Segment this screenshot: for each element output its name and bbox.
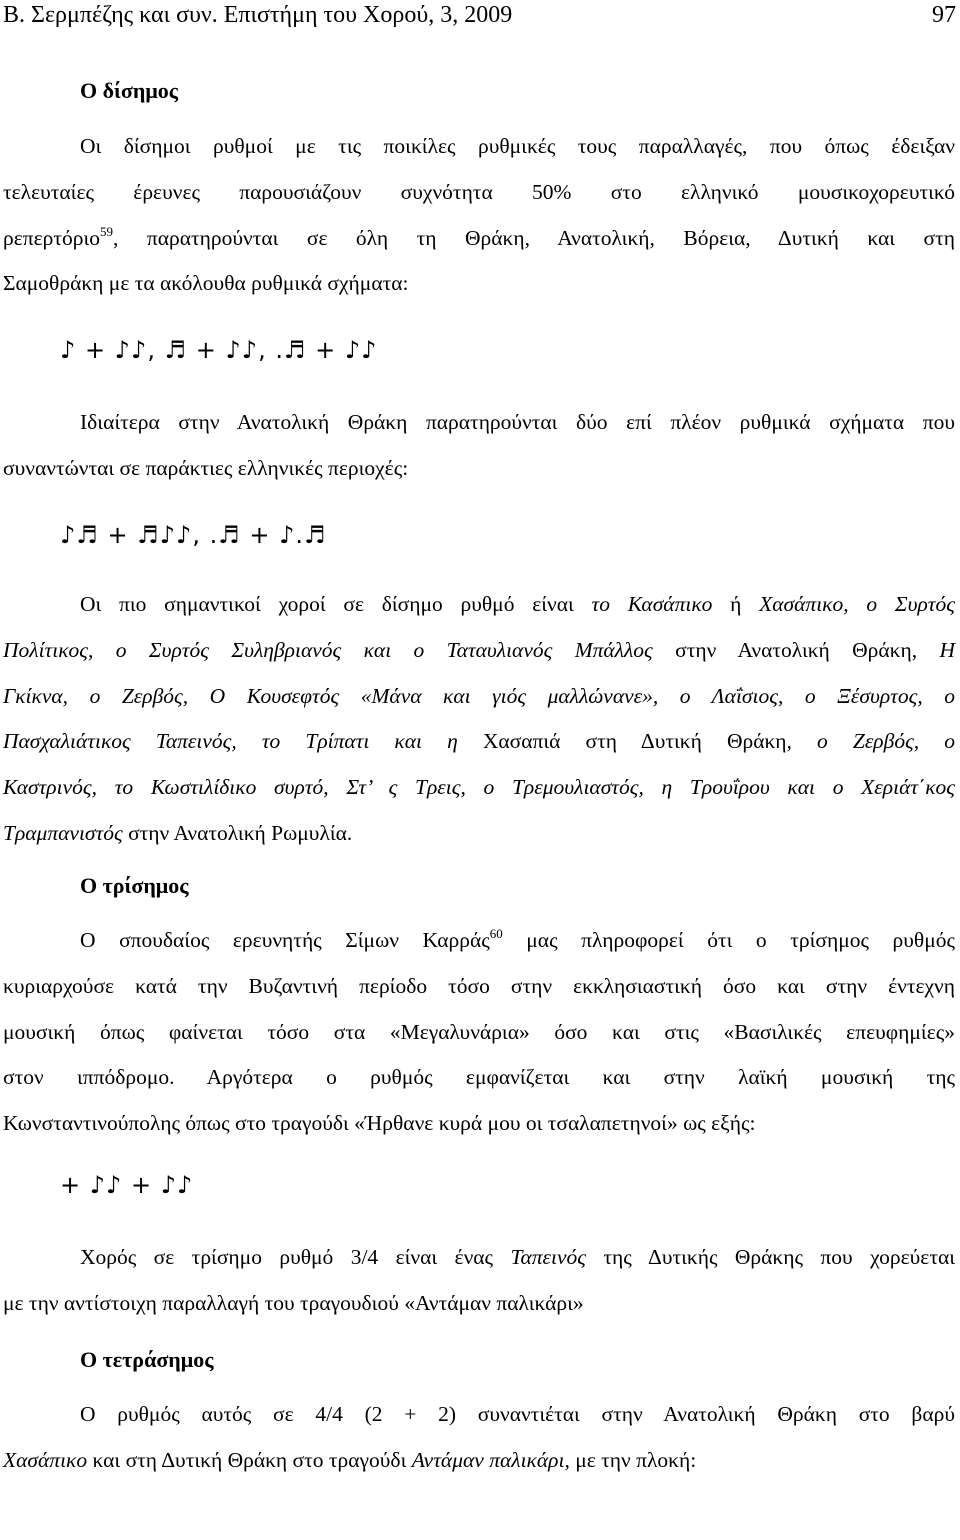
- music-note-icon: ♪ + ♪♪, ♬ + ♪♪, .♬ + ♪♪: [60, 336, 378, 364]
- music-note-icon: ♪♬ + ♬♪♪, .♬ + ♪.♬: [60, 521, 327, 549]
- dance-name: Η: [939, 637, 955, 662]
- dance-name: Καστρινός, το Κωστιλίδικο συρτό, Στ’ ς Τρεις, ο Τρεμουλιαστός, η Τρουΐρου και ο Χεριάτ΄κος: [3, 775, 955, 800]
- dance-name: Γκίκνα, ο Ζερβός, Ο Κουσεφτός «Μάνα και γιός μαλλώνανε», ο Λαΐσιος, ο Ξέσυρτος, ο: [3, 683, 955, 708]
- text-line: Κωνσταντινούπολης όπως στο τραγούδι «Ήρθανε κυρά μου οι τσαλαπετηνοί» ως εξής:: [3, 1111, 756, 1136]
- rhythm-pattern-1: [60, 330, 378, 380]
- text-line: [3, 765, 955, 811]
- paragraph-tetrasimos: [3, 1392, 955, 1484]
- text-line: [3, 1235, 955, 1281]
- text-run: της Δυτικής Θράκης που χορεύεται: [586, 1245, 956, 1269]
- text-line: [3, 811, 955, 857]
- dance-name: Τραμπανιστός: [3, 820, 123, 845]
- footnote-ref-59: 59: [100, 223, 114, 239]
- text-run: στην Ανατολική Θράκη,: [652, 637, 940, 662]
- dance-name: ο Ζερβός, ο: [817, 729, 956, 754]
- text-run: ρεπερτόριο: [3, 225, 101, 250]
- text-run: , παρατηρούνται σε όλη τη Θράκη, Ανατολική, Βόρεια, Δυτική και στη: [113, 225, 955, 250]
- header-citation: Β. Σερμπέζης και συν. Επιστήμη του Χορού, 3, 2009: [3, 2, 513, 28]
- text-line: Ιδιαίτερα στην Ανατολική Θράκη παρατηρούνται δύο επί πλέον ρυθμικά σχήματα που: [80, 410, 955, 434]
- rhythm-pattern-3: [60, 1165, 193, 1215]
- dance-name: Πασχαλιάτικος Ταπεινός, το Τρίπατι και η: [3, 729, 458, 754]
- paragraph-disimos-intro: [3, 124, 955, 307]
- text-run: Χασαπιά στη Δυτική Θράκη,: [457, 729, 818, 754]
- text-line: μουσική όπως φαίνεται τόσο στα «Μεγαλυνάρια» όσο και στις «Βασιλικές επευφημίες»: [3, 1019, 955, 1044]
- section-heading-tetrasimos: Ο τετράσημος: [80, 1347, 214, 1372]
- rhythm-pattern-2: [60, 515, 327, 565]
- dance-name: Χασάπικο: [3, 1447, 88, 1472]
- dance-name: Ταπεινός: [510, 1245, 587, 1269]
- text-line: τελευταίες έρευνες παρουσιάζουν συχνότητα 50% στο ελληνικό μουσικοχορευτικό: [3, 179, 955, 204]
- page-number: 97: [932, 2, 956, 28]
- text-line: με την αντίστοιχη παραλλαγή του τραγουδιού «Αντάμαν παλικάρι»: [3, 1290, 584, 1315]
- text-run: με την πλοκή:: [569, 1447, 697, 1472]
- text-run: Ο σπουδαίος ερευνητής Σίμων Καρράς: [80, 928, 490, 952]
- text-run: ή: [712, 592, 760, 616]
- dance-name: Χασάπικο, ο Συρτός: [759, 592, 955, 616]
- section-heading-disimos: Ο δίσημος: [80, 78, 179, 103]
- paragraph-trisimos-dance: [3, 1235, 955, 1327]
- text-run: στην Ανατολική Ρωμυλία.: [122, 820, 353, 845]
- music-note-icon: + ♪♪ + ♪♪: [60, 1171, 194, 1199]
- text-line: Ο ρυθμός αυτός σε 4/4 (2 + 2) συναντιέται στην Ανατολική Θράκη στο βαρύ: [80, 1402, 955, 1426]
- text-run: μας πληροφορεί ότι ο τρίσημος ρυθμός: [502, 928, 956, 952]
- text-line: συναντώνται σε παράκτιες ελληνικές περιοχές:: [3, 455, 409, 480]
- dance-name: το Κασάπικο: [591, 592, 713, 616]
- dance-name: Πολίτικος, ο Συρτός Συληβριανός και ο Ταταυλιανός Μπάλλος: [3, 637, 653, 662]
- text-line: κυριαρχούσε κατά την Βυζαντινή περίοδο τόσο στην εκκλησιαστική όσο και στην έντεχνη: [3, 973, 955, 998]
- text-line: [3, 216, 955, 262]
- running-header: [0, 0, 960, 30]
- text-line: Οι δίσημοι ρυθμοί με τις ποικίλες ρυθμικές τους παραλλαγές, που όπως έδειξαν: [80, 134, 955, 158]
- text-line: [3, 1438, 955, 1484]
- text-line: [3, 674, 955, 720]
- paragraph-trisimos-intro: [3, 918, 955, 1147]
- paragraph-disimos-coastal: [3, 400, 955, 492]
- text-line: [3, 582, 955, 628]
- text-line: Σαμοθράκη με τα ακόλουθα ρυθμικά σχήματα:: [3, 271, 409, 296]
- text-line: [3, 918, 955, 964]
- footnote-ref-60: 60: [489, 926, 503, 941]
- paragraph-disimos-dances: [3, 582, 955, 857]
- song-title: Αντάμαν παλικάρι,: [411, 1447, 570, 1472]
- text-line: [3, 719, 955, 765]
- text-run: Χορός σε τρίσημο ρυθμό 3/4 είναι ένας: [80, 1245, 511, 1269]
- text-line: [3, 628, 955, 674]
- text-run: Οι πιο σημαντικοί χοροί σε δίσημο ρυθμό είναι: [80, 592, 592, 616]
- text-run: και στη Δυτική Θράκη στο τραγούδι: [87, 1447, 412, 1472]
- text-line: στον ιππόδρομο. Αργότερα ο ρυθμός εμφανίζεται και στην λαϊκή μουσική της: [3, 1065, 955, 1090]
- section-heading-trisimos: Ο τρίσημος: [80, 873, 189, 898]
